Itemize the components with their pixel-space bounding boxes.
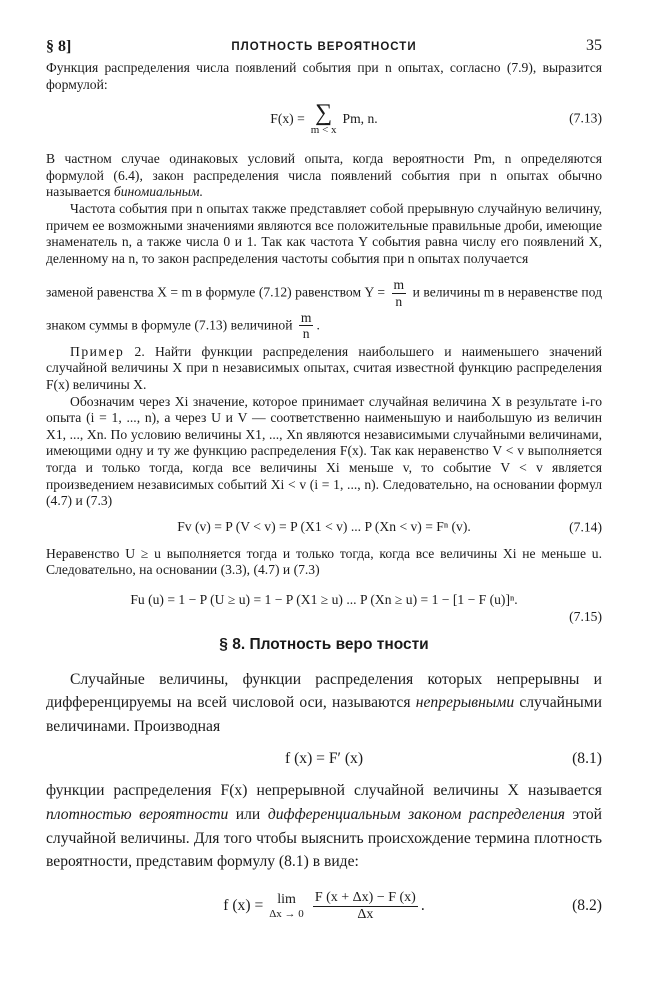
density-text: функции распределения F(x) непрерывной случайной величины X называется [46,781,602,799]
example-text: 2. Найти функции распределения наибольшего и наименьшего значений случайной величины X при n независимых опытах, считая известной функцию распределения F(x) величины X. [46,343,602,393]
sum-sign: ∑ [315,100,333,127]
fraction-denominator: n [395,293,403,309]
equation-number-8-2: (8.2) [572,897,602,915]
fraction-numerator: m [393,277,405,293]
limit-word: lim [277,892,296,908]
header-running-title: ПЛОТНОСТЬ ВЕРОЯТНОСТИ [231,41,417,53]
binomial-term: биномиальным. [113,184,203,200]
book-page [46,38,602,934]
paragraph-solution: Обозначим через Xi значение, которое принимает случайная величина X в результате i-го опыта (i = 1, ..., n), а через U и V — соответственно наименьшую и наибольшую из величин X1, ..., Xn. По условию величины X1, ..., Xn являются независимыми случайными величинами, имеющими одну и ту же функцию распределения F(x). Так как неравенство V < v выполняется тогда и только тогда, когда все величины Xi меньше v, то событие V < v является произведением независимых событий Xi < v (i = 1, ..., n). Следовательно, на основании формул (4.7) и (7.3) [46,393,602,509]
paragraph-frequency-substitution [46,277,602,342]
eq-8-2-end: . [420,897,425,915]
equation-8-2 [46,878,602,934]
paragraph-probability-density [46,779,602,874]
eq-7-15-body: Fu (u) = 1 − P (U ≥ u) = 1 − P (X1 ≥ u) ... P (Xn ≥ u) = 1 − [1 − F (u)]ⁿ. [130,591,518,607]
difference-quotient [313,890,418,923]
differential-law-term: дифференциальным законом распределения [267,805,566,823]
equation-number-8-1: (8.1) [572,750,602,768]
substitution-end: . [316,316,320,332]
equation-7-14 [46,510,602,546]
paragraph-example-2 [46,344,602,394]
quotient-numerator: F (x + Δx) − F (x) [313,890,418,907]
fraction-m-over-n-second [299,310,314,342]
eq-7-14-body: Fv (v) = P (V < v) = P (X1 < v) ... P (Xn < v) = Fⁿ (v). [177,519,471,535]
paragraph-inequality-u: Неравенство U ≥ u выполняется тогда и только тогда, когда все величины Xi не меньше u. Следовательно, на основании (3.3), (4.7) и (7.3) [46,545,602,578]
eq-8-1-body: f (x) = F′ (x) [284,750,364,768]
fraction-m-over-n [392,277,407,309]
equation-8-1 [46,739,602,779]
page-number: 35 [586,37,602,54]
substitution-text-continued: и величины m в неравенстве под знаком суммы в формуле (7.13) величиной [46,284,602,332]
equation-7-15 [46,583,602,617]
paragraph-continuous-variables [46,668,602,739]
eq-8-2-lhs: f (x) = [223,897,264,915]
limit-operator [269,892,304,920]
density-text-or: или [228,805,268,823]
fraction-numerator: m [300,309,312,325]
density-text-end: этой случайной величины. Для того чтобы выяснить происхождение термина плотность вероятности, представим формулу (8.1) в виде: [46,805,602,871]
eq-7-13-lhs: F(x) = [270,110,305,126]
continuous-term: непрерывными [415,694,515,712]
equation-number-7-13: (7.13) [569,110,602,126]
continuous-text: Случайные величины, функции распределения которых непрерывны и дифференцируемы на всей числовой оси, называются [46,670,602,712]
equation-number-7-15: (7.15) [569,608,602,624]
header-section-mark: § 8] [46,38,72,55]
substitution-text: заменой равенства X = m в формуле (7.12) равенством Y = [46,284,386,300]
binomial-text: В частном случае одинаковых условий опыта, когда вероятности Pm, n определяются формулой (6.4), закон распределения числа появлений события при n опытах обычно называется [46,151,602,200]
eq-7-13-term: Pm, n. [342,110,378,126]
example-label: Пример [70,343,125,359]
paragraph-distribution-function: Функция распределения числа появлений события при n опытах, согласно (7.9), выразится формулой: [46,60,602,92]
running-header [46,38,602,60]
section-heading: § 8. Плотность веро тности [219,635,429,653]
quotient-denominator: Δx [357,906,374,922]
equation-number-7-14: (7.14) [569,519,602,535]
sum-operator [311,102,337,136]
limit-subscript: Δx → 0 [269,908,304,921]
continuous-text-end: случайными величинами. Производная [46,694,602,736]
equation-7-13 [46,96,602,142]
paragraph-binomial [46,151,602,201]
sum-subscript: m < x [310,124,337,137]
fraction-denominator: n [302,326,310,342]
density-term: плотностью вероятности [46,805,229,823]
paragraph-frequency: Частота события при n опытах также представляет собой прерывную случайную величину, причем ее возможными значениями являются все положительные правильные дроби, имеющие знаменатель n, а также числа 0 и 1. Так как частота Y события равна числу его появлений X, деленному на n, то закон распределения частоты события при n опытах получается [46,200,602,266]
